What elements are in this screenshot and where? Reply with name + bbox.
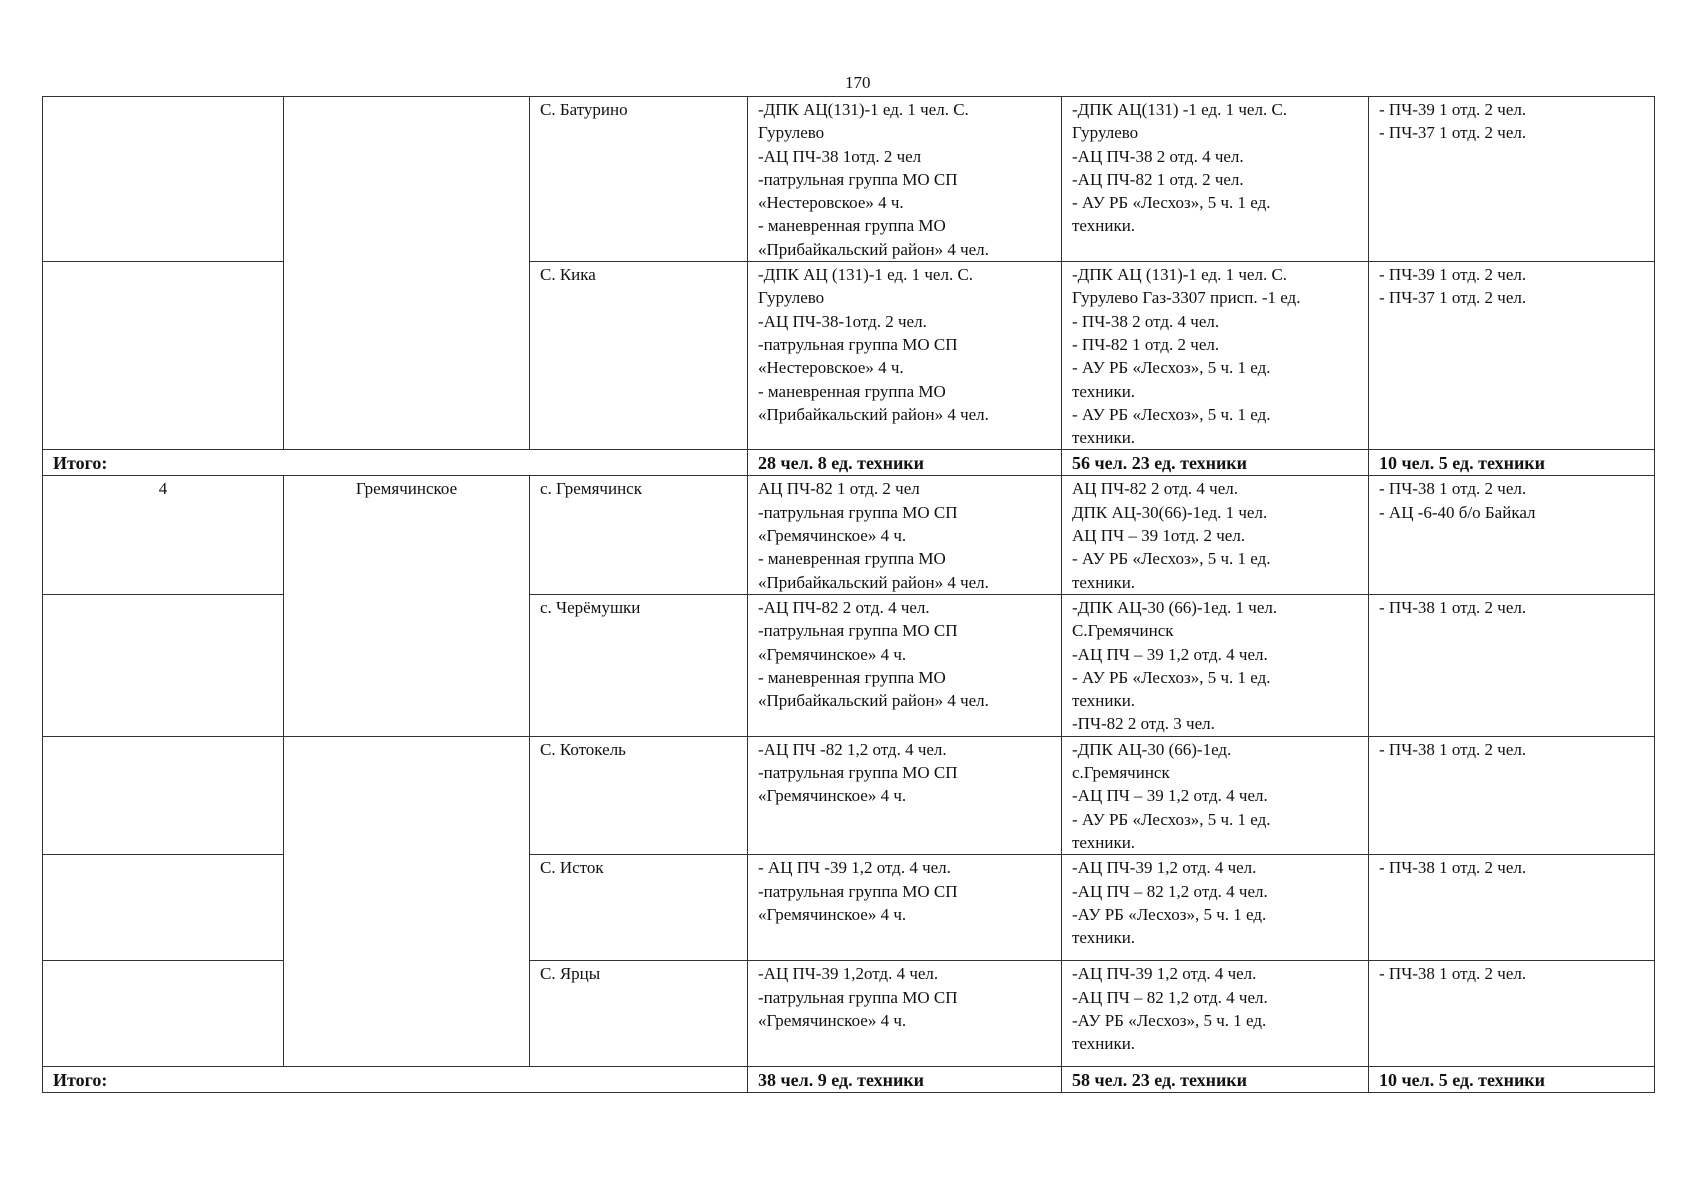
cell-line: -патрульная группа МО СП [758,334,958,354]
cell-line: «Прибайкальский район» 4 чел. [758,239,989,259]
cell-line: «Прибайкальский район» 4 чел. [758,691,989,711]
forces-cell-2 [1062,961,1369,1067]
cell-line: - ПЧ-39 1 отд. 2 чел. [1379,265,1527,285]
cell-line: Гурулево [758,123,825,143]
cell-line: -патрульная группа МО СП [758,169,958,189]
cell-line: -АЦ ПЧ – 82 1,2 отд. 4 чел. [1072,987,1268,1007]
forces-cell-3 [1369,855,1655,961]
cell-line: «Прибайкальский район» 4 чел. [758,404,989,424]
cell-line: -ДПК АЦ-30 (66)-1ед. [1072,739,1232,759]
forces-cell-2 [1062,594,1369,736]
forces-cell-2 [1062,97,1369,262]
cell-line: -АЦ ПЧ-38 2 отд. 4 чел. [1072,146,1244,166]
municipality-cell [284,97,530,450]
cell-line: -АЦ ПЧ-82 1 отд. 2 чел. [1072,169,1244,189]
cell-line: АЦ ПЧ-82 1 отд. 2 чел [758,479,920,499]
cell-line: - ПЧ-82 1 отд. 2 чел. [1072,334,1220,354]
cell-line: -патрульная группа МО СП [758,987,958,1007]
cell-line: «Гремячинское» 4 ч. [758,786,907,806]
cell-line: - ПЧ-38 1 отд. 2 чел. [1379,479,1527,499]
forces-cell-2 [1062,736,1369,854]
cell-line: АЦ ПЧ-82 2 отд. 4 чел. [1072,479,1238,499]
cell-line: -АЦ ПЧ -82 1,2 отд. 4 чел. [758,739,947,759]
total-row [43,450,1655,476]
cell-line: - маневренная группа МО [758,667,946,687]
cell-line: - АУ РБ «Лесхоз», 5 ч. 1 ед. [1072,809,1271,829]
cell-line: -патрульная группа МО СП [758,502,958,522]
cell-line: -патрульная группа МО СП [758,881,958,901]
cell-line: -патрульная группа МО СП [758,621,958,641]
settlement-cell: С. Ярцы [530,961,748,1067]
cell-line: Гурулево Газ-3307 присп. -1 ед. [1072,288,1301,308]
cell-line: -ПЧ-82 2 отд. 3 чел. [1072,714,1215,734]
cell-line: - АЦ -6-40 б/о Байкал [1379,502,1536,522]
cell-line: - ПЧ-38 1 отд. 2 чел. [1379,858,1527,878]
settlement-cell: С. Кика [530,262,748,450]
forces-cell-2 [1062,855,1369,961]
cell-line: техники. [1072,381,1136,401]
cell-line: -ДПК АЦ(131)-1 ед. 1 чел. С. [758,100,969,119]
cell-line: -АЦ ПЧ-39 1,2 отд. 4 чел. [1072,858,1257,878]
total-cell-2: 56 чел. 23 ед. техники [1062,450,1369,476]
cell-line: - маневренная группа МО [758,549,946,569]
cell-line: -ДПК АЦ-30 (66)-1ед. 1 чел. [1072,597,1278,617]
cell-line: - АЦ ПЧ -39 1,2 отд. 4 чел. [758,858,951,878]
cell-line: техники. [1072,216,1136,236]
cell-line: АЦ ПЧ – 39 1отд. 2 чел. [1072,526,1246,546]
settlement-cell: с. Гремячинск [530,476,748,594]
forces-cell-2 [1062,262,1369,450]
municipality-cell: Гремячинское [284,476,530,736]
settlement-cell: с. Черёмушки [530,594,748,736]
cell-line: техники. [1072,832,1136,852]
cell-line: «Нестеровское» 4 ч. [758,193,904,213]
cell-line: - АУ РБ «Лесхоз», 5 ч. 1 ед. [1072,667,1271,687]
cell-line: - ПЧ-39 1 отд. 2 чел. [1379,100,1527,119]
cell-line: -АУ РБ «Лесхоз», 5 ч. 1 ед. [1072,904,1267,924]
cell-line: -АЦ ПЧ – 39 1,2 отд. 4 чел. [1072,786,1268,806]
cell-line: - АУ РБ «Лесхоз», 5 ч. 1 ед. [1072,549,1271,569]
cell-line: -ДПК АЦ(131) -1 ед. 1 чел. С. [1072,100,1288,119]
cell-line: техники. [1072,428,1136,448]
total-cell-1: 28 чел. 8 ед. техники [748,450,1062,476]
municipality-cell [284,736,530,1066]
cell-line: - маневренная группа МО [758,216,946,236]
forces-cell-1 [748,961,1062,1067]
forces-cell-3 [1369,961,1655,1067]
cell-line: техники. [1072,928,1136,948]
forces-cell-1 [748,97,1062,262]
num-cell [43,736,284,854]
forces-cell-3 [1369,594,1655,736]
cell-line: - ПЧ-38 1 отд. 2 чел. [1379,597,1527,617]
total-cell-1: 38 чел. 9 ед. техники [748,1067,1062,1093]
cell-line: - ПЧ-38 1 отд. 2 чел. [1379,739,1527,759]
table-row [43,476,1655,594]
cell-line: - маневренная группа МО [758,381,946,401]
settlement-cell: С. Батурино [530,97,748,262]
num-cell [43,855,284,961]
total-cell-2: 58 чел. 23 ед. техники [1062,1067,1369,1093]
cell-line: техники. [1072,691,1136,711]
cell-line: - ПЧ-38 1 отд. 2 чел. [1379,964,1527,984]
cell-line: -патрульная группа МО СП [758,763,958,783]
cell-line: - АУ РБ «Лесхоз», 5 ч. 1 ед. [1072,358,1271,378]
num-cell [43,262,284,450]
forces-cell-1 [748,855,1062,961]
table-row [43,97,1655,262]
forces-table [42,96,1655,1093]
cell-line: «Прибайкальский район» 4 чел. [758,572,989,592]
cell-line: -АЦ ПЧ-38-1отд. 2 чел. [758,311,927,331]
cell-line: -ДПК АЦ (131)-1 ед. 1 чел. С. [1072,265,1288,285]
cell-line: - ПЧ-37 1 отд. 2 чел. [1379,288,1527,308]
table-row [43,736,1655,854]
cell-line: - АУ РБ «Лесхоз», 5 ч. 1 ед. [1072,404,1271,424]
cell-line: -АЦ ПЧ – 39 1,2 отд. 4 чел. [1072,644,1268,664]
num-cell: 4 [43,476,284,594]
forces-cell-1 [748,736,1062,854]
forces-cell-3 [1369,736,1655,854]
cell-line: -АЦ ПЧ-39 1,2 отд. 4 чел. [1072,964,1257,984]
total-cell-3: 10 чел. 5 ед. техники [1369,450,1655,476]
num-cell [43,961,284,1067]
total-cell-3: 10 чел. 5 ед. техники [1369,1067,1655,1093]
cell-line: Гурулево [758,288,825,308]
cell-line: -АЦ ПЧ – 82 1,2 отд. 4 чел. [1072,881,1268,901]
cell-line: ДПК АЦ-30(66)-1ед. 1 чел. [1072,502,1268,522]
forces-cell-1 [748,594,1062,736]
cell-line: с.Гремячинск [1072,763,1170,783]
forces-cell-2 [1062,476,1369,594]
cell-line: С.Гремячинск [1072,621,1174,641]
cell-line: «Гремячинское» 4 ч. [758,526,907,546]
cell-line: -АЦ ПЧ-38 1отд. 2 чел [758,146,922,166]
cell-line: -АЦ ПЧ-82 2 отд. 4 чел. [758,597,930,617]
cell-line: «Гремячинское» 4 ч. [758,644,907,664]
cell-line: -АУ РБ «Лесхоз», 5 ч. 1 ед. [1072,1010,1267,1030]
forces-cell-1 [748,476,1062,594]
cell-line: -ДПК АЦ (131)-1 ед. 1 чел. С. [758,265,974,285]
cell-line: техники. [1072,1034,1136,1054]
cell-line: «Гремячинское» 4 ч. [758,1010,907,1030]
page-number: 170 [845,73,871,92]
settlement-cell: С. Котокель [530,736,748,854]
forces-cell-3 [1369,97,1655,262]
forces-cell-3 [1369,262,1655,450]
cell-line: «Гремячинское» 4 ч. [758,904,907,924]
forces-cell-1 [748,262,1062,450]
cell-line: - ПЧ-37 1 отд. 2 чел. [1379,123,1527,143]
cell-line: - ПЧ-38 2 отд. 4 чел. [1072,311,1220,331]
settlement-cell: С. Исток [530,855,748,961]
cell-line: Гурулево [1072,123,1139,143]
forces-cell-3 [1369,476,1655,594]
num-cell [43,97,284,262]
cell-line: -АЦ ПЧ-39 1,2отд. 4 чел. [758,964,939,984]
cell-line: - АУ РБ «Лесхоз», 5 ч. 1 ед. [1072,193,1271,213]
total-row [43,1067,1655,1093]
total-label: Итого: [43,1067,748,1093]
cell-line: «Нестеровское» 4 ч. [758,358,904,378]
cell-line: техники. [1072,572,1136,592]
num-cell [43,594,284,736]
total-label: Итого: [43,450,748,476]
